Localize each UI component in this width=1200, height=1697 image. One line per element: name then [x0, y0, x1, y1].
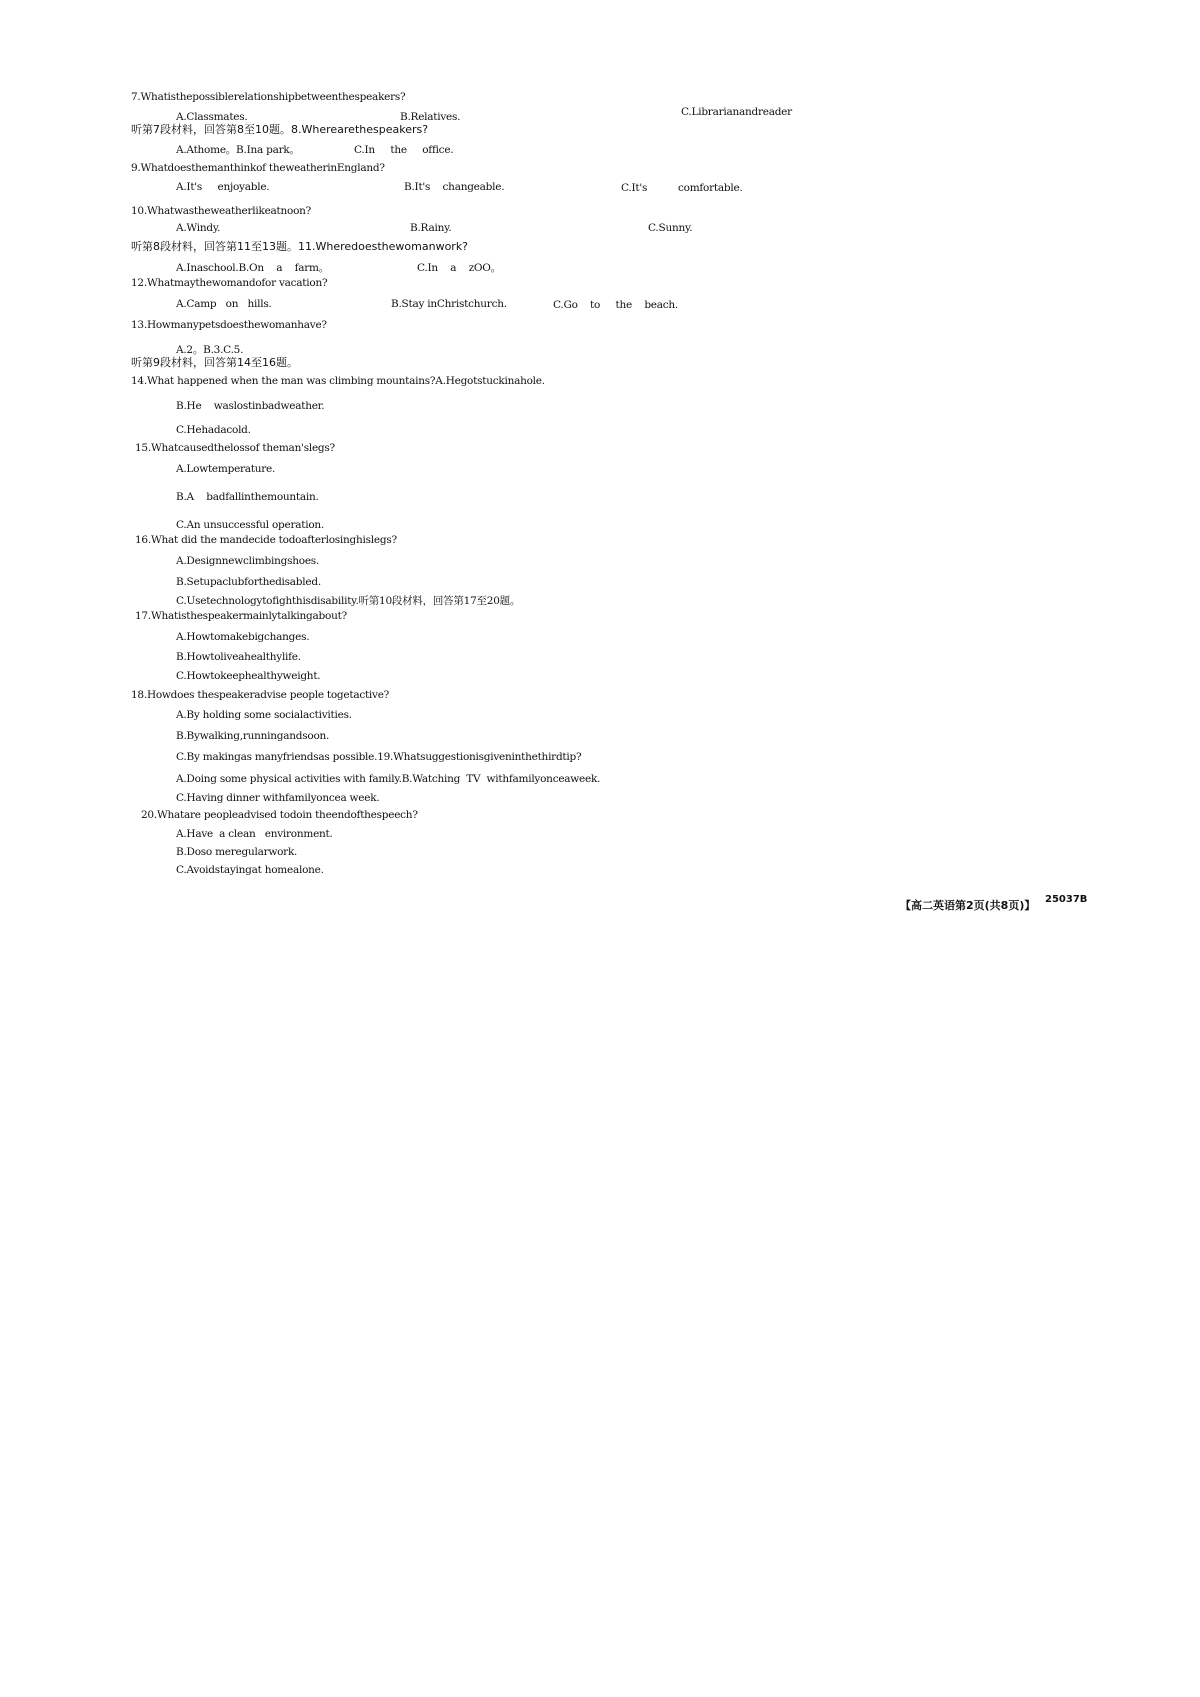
q20-option-a: A.Have a clean environment. — [176, 828, 333, 840]
q7-option-b: B.Relatives. — [400, 111, 461, 123]
q18-option-b: B.Bywalking,runningandsoon. — [176, 730, 330, 742]
q13-options: A.2。B.3.C.5. — [176, 344, 244, 356]
q8-options-ab: A.Athome。B.Ina park。 — [176, 144, 300, 156]
q17-option-a: A.Howtomakebigchanges. — [176, 631, 310, 643]
question-12: 12.Whatmaythewomandofor vacation? — [131, 277, 328, 289]
question-14-with-option-a: 14.What happened when the man was climbing mountains?A.Hegotstuckinahole. — [131, 375, 545, 387]
question-17: 17.Whatisthespeakermainlytalkingabout? — [135, 610, 347, 622]
question-18: 18.Howdoes thespeakeradvise people togetactive? — [131, 689, 390, 701]
q15-option-a: A.Lowtemperature. — [176, 463, 276, 475]
q9-option-b: B.It's changeable. — [404, 181, 505, 193]
q12-option-c: C.Go to the beach. — [553, 299, 679, 311]
q11-option-c: C.In a zOO。 — [417, 262, 501, 274]
q12-option-a: A.Camp on hills. — [176, 298, 272, 310]
q10-option-b: B.Rainy. — [410, 222, 452, 234]
q19-options-ab: A.Doing some physical activities with family.B.Watching TV withfamilyonceaweek. — [176, 773, 601, 785]
q20-option-b: B.Doso meregularwork. — [176, 846, 298, 858]
q9-option-a: A.It's enjoyable. — [176, 181, 270, 193]
q16-option-b: B.Setupaclubforthedisabled. — [176, 576, 321, 588]
question-9: 9.Whatdoesthemanthinkof theweatherinEngland? — [131, 162, 385, 174]
q14-option-c: C.Hehadacold. — [176, 424, 251, 436]
q7-option-a: A.Classmates. — [176, 111, 248, 123]
q12-option-b: B.Stay inChristchurch. — [391, 298, 507, 310]
q10-option-c: C.Sunny. — [648, 222, 693, 234]
q16-option-a: A.Designnewclimbingshoes. — [176, 555, 320, 567]
question-13: 13.Howmanypetsdoesthewomanhave? — [131, 319, 327, 331]
page-footer-label: 【高二英语第2页(共8页)】 — [900, 899, 1036, 912]
q10-option-a: A.Windy. — [176, 222, 221, 234]
q19-option-c: C.Having dinner withfamilyoncea week. — [176, 792, 380, 804]
q9-option-c: C.It's comfortable. — [621, 182, 743, 194]
q16-option-c-and-section-10-instruction: C.Usetechnologytofighthisdisability.听第10段材料，回答第17至20题。 — [176, 595, 521, 607]
section-9-instruction: 听第9段材料，回答第14至16题。 — [131, 356, 298, 369]
q18-option-a: A.By holding some socialactivities. — [176, 709, 352, 721]
q17-option-b: B.Howtoliveahealthylife. — [176, 651, 301, 663]
question-7: 7.Whatisthepossiblerelationshipbetweenthespeakers? — [131, 91, 406, 103]
q14-option-b: B.He waslostinbadweather. — [176, 400, 325, 412]
q20-option-c: C.Avoidstayingat homealone. — [176, 864, 324, 876]
q18-option-c-and-question-19: C.By makingas manyfriendsas possible.19.Whatsuggestionisgiveninthethirdtip? — [176, 751, 582, 763]
q11-options-ab: A.Inaschool.B.On a farm。 — [176, 262, 329, 274]
question-20: 20.Whatare peopleadvised todoin theendofthespeech? — [141, 809, 418, 821]
q17-option-c: C.Howtokeephealthyweight. — [176, 670, 321, 682]
question-15: 15.Whatcausedthelossof theman'slegs? — [135, 442, 335, 454]
page-footer-code: 25037B — [1045, 894, 1088, 905]
section-7-instruction-q8: 听第7段材料，回答第8至10题。8.Wherearethespeakers? — [131, 123, 429, 136]
q15-option-b: B.A badfallinthemountain. — [176, 491, 319, 503]
question-16: 16.What did the mandecide todoafterlosinghislegs? — [135, 534, 397, 546]
q8-option-c: C.In the office. — [354, 144, 454, 156]
q15-option-c: C.An unsuccessful operation. — [176, 519, 324, 531]
section-8-instruction-q11: 听第8段材料，回答第11至13题。11.Wheredoesthewomanwork? — [131, 240, 469, 253]
q7-option-c: C.Librarianandreader — [681, 106, 792, 118]
question-10: 10.Whatwastheweatherlikeatnoon? — [131, 205, 312, 217]
